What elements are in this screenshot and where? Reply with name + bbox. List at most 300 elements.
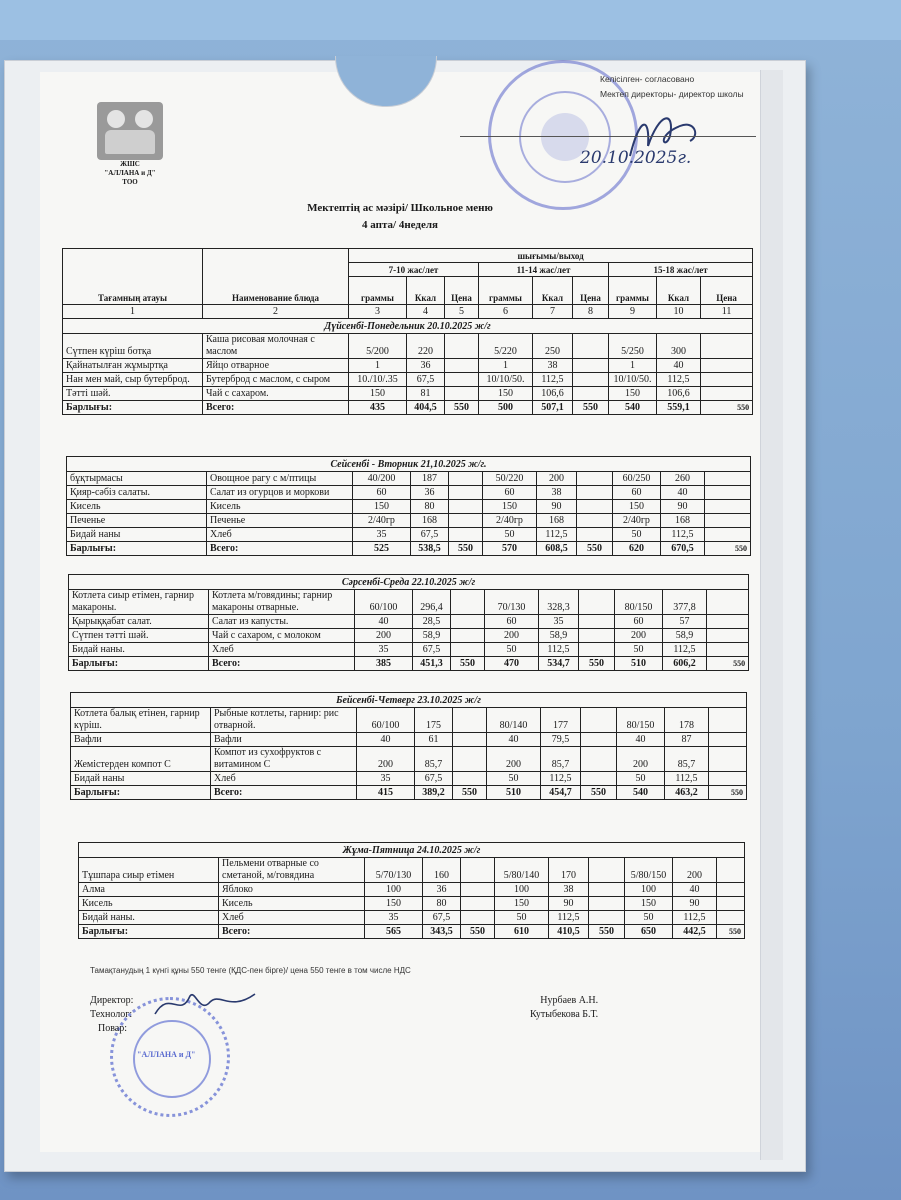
table-cell — [709, 733, 747, 747]
table-cell: 50 — [617, 772, 665, 786]
total-cell: 550 — [577, 542, 613, 556]
dish-name-ru: Бутерброд с маслом, с сыром — [203, 373, 349, 387]
dish-name-kz: Вафли — [71, 733, 211, 747]
table-cell — [701, 334, 753, 359]
table-cell: 61 — [415, 733, 453, 747]
total-label-kz: Барлығы: — [79, 925, 219, 939]
table-row — [63, 334, 753, 359]
table-cell — [451, 629, 485, 643]
table-cell: 200 — [355, 629, 413, 643]
table-cell — [449, 500, 483, 514]
dish-name-kz: Жемістерден компот С — [71, 747, 211, 772]
table-cell: 200 — [485, 629, 539, 643]
table-row — [79, 858, 745, 883]
table-row — [63, 359, 753, 373]
table-cell — [449, 514, 483, 528]
table-cell: 40/200 — [353, 472, 411, 486]
table-row — [71, 772, 747, 786]
table-cell: 60 — [613, 486, 661, 500]
table-cell: 60 — [615, 615, 663, 629]
table-cell: 38 — [549, 883, 589, 897]
table-cell — [577, 500, 613, 514]
table-cell — [577, 528, 613, 542]
menu-title — [40, 200, 760, 234]
table-cell: 328,3 — [539, 590, 579, 615]
dish-name-kz: Котлета балық етінен, гарнир күріш. — [71, 708, 211, 733]
table-cell — [453, 747, 487, 772]
logo-line-3: ТОО — [122, 178, 138, 186]
table-cell — [577, 514, 613, 528]
table-cell — [449, 472, 483, 486]
table-cell: 177 — [541, 708, 581, 733]
header-price: Цена — [445, 277, 479, 305]
total-cell: 550 — [453, 786, 487, 800]
table-cell: 85,7 — [541, 747, 581, 772]
total-cell: 550 — [709, 786, 747, 800]
table-cell: 60/250 — [613, 472, 661, 486]
table-row — [69, 643, 749, 657]
table-cell: 168 — [411, 514, 449, 528]
table-cell: 60/100 — [355, 590, 413, 615]
company-stamp-text: "АЛЛАНА и Д" — [137, 1050, 196, 1059]
table-row — [63, 373, 753, 387]
table-cell: 35 — [365, 911, 423, 925]
table-cell: 200 — [537, 472, 577, 486]
total-cell: 540 — [609, 401, 657, 415]
total-cell: 670,5 — [661, 542, 705, 556]
table-cell: 10/10/50. — [609, 373, 657, 387]
header-price: Цена — [573, 277, 609, 305]
total-cell: 550 — [579, 657, 615, 671]
table-cell: 58,9 — [539, 629, 579, 643]
table-cell — [705, 514, 751, 528]
table-cell: 5/200 — [349, 334, 407, 359]
total-cell: 620 — [613, 542, 661, 556]
table-cell: 10/10/50. — [479, 373, 533, 387]
menu-title-line-2: 4 апта/ 4неделя — [362, 219, 438, 231]
total-cell: 565 — [365, 925, 423, 939]
table-cell — [717, 911, 745, 925]
menu-title-line-1: Мектептің ас мәзірі/ Школьное меню — [307, 202, 493, 214]
total-cell: 550 — [707, 657, 749, 671]
table-cell: 150 — [609, 387, 657, 401]
table-cell — [589, 883, 625, 897]
dish-name-kz: Сүтпен күріш ботқа — [63, 334, 203, 359]
total-row — [67, 542, 751, 556]
table-cell: 87 — [665, 733, 709, 747]
table-cell — [445, 387, 479, 401]
table-cell — [449, 528, 483, 542]
table-cell: 10./10/.35 — [349, 373, 407, 387]
dish-name-ru: Котлета м/говядины; гарнир макароны отварные. — [209, 590, 355, 615]
table-cell: 112,5 — [663, 643, 707, 657]
column-number: 3 — [349, 305, 407, 319]
table-cell: 106,6 — [657, 387, 701, 401]
table-cell: 150 — [613, 500, 661, 514]
table-cell: 2/40гр — [353, 514, 411, 528]
table-cell: 60 — [483, 486, 537, 500]
table-cell: 36 — [407, 359, 445, 373]
table-cell — [707, 615, 749, 629]
table-cell: 40 — [673, 883, 717, 897]
table-cell: 377,8 — [663, 590, 707, 615]
dish-name-kz: Бидай наны. — [69, 643, 209, 657]
dish-name-ru: Салат из огурцов и моркови — [207, 486, 353, 500]
table-cell — [705, 486, 751, 500]
table-cell — [577, 472, 613, 486]
table-cell: 80 — [423, 897, 461, 911]
column-number: 2 — [203, 305, 349, 319]
header-kcal: Ккал — [407, 277, 445, 305]
table-cell: 40 — [487, 733, 541, 747]
table-cell: 5/70/130 — [365, 858, 423, 883]
table-row — [67, 486, 751, 500]
column-number: 9 — [609, 305, 657, 319]
table-cell — [577, 486, 613, 500]
dish-name-ru: Яйцо отварное — [203, 359, 349, 373]
total-cell: 510 — [487, 786, 541, 800]
header-dish-ru: Наименование блюда — [203, 249, 349, 305]
table-row — [79, 897, 745, 911]
header-age-15-18: 15-18 жас/лет — [609, 263, 753, 277]
dish-name-ru: Каша рисовая молочная с маслом — [203, 334, 349, 359]
table-cell: 80/150 — [617, 708, 665, 733]
table-cell — [573, 334, 609, 359]
header-grams: граммы — [349, 277, 407, 305]
table-cell: 1 — [609, 359, 657, 373]
table-cell: 28,5 — [413, 615, 451, 629]
table-cell: 50 — [483, 528, 537, 542]
table-cell — [707, 629, 749, 643]
table-cell: 90 — [537, 500, 577, 514]
table-row — [69, 590, 749, 615]
total-label-kz: Барлығы: — [71, 786, 211, 800]
table-cell: 40 — [657, 359, 701, 373]
logo-line-2: "АЛЛАНА и Д" — [104, 169, 156, 177]
table-cell: 5/250 — [609, 334, 657, 359]
dish-name-kz: Бидай наны — [67, 528, 207, 542]
table-cell — [579, 629, 615, 643]
total-row — [69, 657, 749, 671]
column-number: 11 — [701, 305, 753, 319]
column-number: 1 — [63, 305, 203, 319]
table-cell: 106,6 — [533, 387, 573, 401]
table-cell: 112,5 — [673, 911, 717, 925]
dish-name-ru: Хлеб — [209, 643, 355, 657]
day-title: Сейсенбі - Вторник 21,10.2025 ж/г. — [67, 457, 751, 472]
total-cell: 550 — [705, 542, 751, 556]
table-cell: 200 — [673, 858, 717, 883]
total-cell: 435 — [349, 401, 407, 415]
table-cell: 80/140 — [487, 708, 541, 733]
table-row — [67, 528, 751, 542]
table-cell: 35 — [357, 772, 415, 786]
table-cell: 168 — [537, 514, 577, 528]
table-cell: 5/80/140 — [495, 858, 549, 883]
table-cell: 200 — [487, 747, 541, 772]
dish-name-kz: Нан мен май, сыр бутерброд. — [63, 373, 203, 387]
total-cell: 610 — [495, 925, 549, 939]
table-cell: 50 — [485, 643, 539, 657]
table-cell: 67,5 — [413, 643, 451, 657]
approval-date: 20.10.2025г. — [580, 148, 692, 168]
total-cell: 550 — [717, 925, 745, 939]
table-cell — [461, 911, 495, 925]
signatures-names — [530, 994, 598, 1022]
dish-name-ru: Хлеб — [211, 772, 357, 786]
wall-background — [0, 0, 901, 40]
table-cell — [445, 359, 479, 373]
table-cell — [707, 590, 749, 615]
table-cell — [581, 772, 617, 786]
table-cell — [451, 615, 485, 629]
table-cell — [451, 590, 485, 615]
table-cell — [579, 615, 615, 629]
total-cell: 343,5 — [423, 925, 461, 939]
header-dish-kz: Тағамның атауы — [63, 249, 203, 305]
table-cell: 40 — [357, 733, 415, 747]
dish-name-kz: Котлета сиыр етімен, гарнир макароны. — [69, 590, 209, 615]
total-label-ru: Всего: — [203, 401, 349, 415]
table-cell: 296,4 — [413, 590, 451, 615]
menu-table-wednesday — [68, 574, 749, 671]
table-cell — [451, 643, 485, 657]
table-cell: 300 — [657, 334, 701, 359]
table-row — [71, 708, 747, 733]
total-cell: 404,5 — [407, 401, 445, 415]
total-cell: 389,2 — [415, 786, 453, 800]
dish-name-kz: Кисель — [79, 897, 219, 911]
table-cell: 200 — [617, 747, 665, 772]
dish-name-ru: Чай с сахаром. — [203, 387, 349, 401]
table-cell — [461, 897, 495, 911]
table-cell: 178 — [665, 708, 709, 733]
total-label-ru: Всего: — [209, 657, 355, 671]
table-cell — [579, 590, 615, 615]
table-cell: 112,5 — [539, 643, 579, 657]
table-cell: 100 — [365, 883, 423, 897]
director-name: Нурбаев А.Н. — [540, 995, 599, 1006]
table-cell: 1 — [479, 359, 533, 373]
table-cell — [589, 858, 625, 883]
table-row — [67, 472, 751, 486]
table-row — [71, 733, 747, 747]
signatures-labels — [90, 994, 133, 1036]
table-cell: 90 — [661, 500, 705, 514]
table-cell: 79,5 — [541, 733, 581, 747]
approval-line-2: Мектеп директоры- директор школы — [600, 89, 744, 99]
total-cell: 550 — [449, 542, 483, 556]
total-cell: 500 — [479, 401, 533, 415]
total-cell: 463,2 — [665, 786, 709, 800]
table-cell: 150 — [353, 500, 411, 514]
dish-name-kz: Сүтпен тәтті шәй. — [69, 629, 209, 643]
cook-label: Повар: — [98, 1023, 128, 1034]
table-cell: 168 — [661, 514, 705, 528]
total-label-kz: Барлығы: — [67, 542, 207, 556]
table-cell: 90 — [549, 897, 589, 911]
total-cell: 454,7 — [541, 786, 581, 800]
table-cell: 112,5 — [549, 911, 589, 925]
table-cell — [453, 708, 487, 733]
table-cell: 150 — [495, 897, 549, 911]
table-cell — [573, 373, 609, 387]
total-cell: 385 — [355, 657, 413, 671]
total-cell: 410,5 — [549, 925, 589, 939]
table-cell — [445, 373, 479, 387]
day-title: Жұма-Пятница 24.10.2025 ж/г — [79, 843, 745, 858]
table-cell: 58,9 — [663, 629, 707, 643]
total-cell: 550 — [461, 925, 495, 939]
table-cell: 170 — [549, 858, 589, 883]
table-cell: 5/220 — [479, 334, 533, 359]
header-age-11-14: 11-14 жас/лет — [479, 263, 609, 277]
table-row — [71, 747, 747, 772]
dish-name-kz: Қайнатылған жұмыртқа — [63, 359, 203, 373]
table-cell: 50 — [487, 772, 541, 786]
day-title: Бейсенбі-Четверг 23.10.2025 ж/г — [71, 693, 747, 708]
total-cell: 507,1 — [533, 401, 573, 415]
header-output: шығымы/выход — [349, 249, 753, 263]
total-row — [79, 925, 745, 939]
total-cell: 550 — [581, 786, 617, 800]
total-cell: 550 — [451, 657, 485, 671]
dish-name-ru: Вафли — [211, 733, 357, 747]
table-row — [69, 615, 749, 629]
table-cell — [589, 911, 625, 925]
table-cell: 150 — [349, 387, 407, 401]
table-cell: 40 — [355, 615, 413, 629]
table-cell: 35 — [355, 643, 413, 657]
table-cell: 70/130 — [485, 590, 539, 615]
table-cell: 5/80/150 — [625, 858, 673, 883]
total-cell: 606,2 — [663, 657, 707, 671]
table-cell — [705, 472, 751, 486]
dish-name-kz: Қияр-сәбіз салаты. — [67, 486, 207, 500]
table-cell: 81 — [407, 387, 445, 401]
dish-name-ru: Компот из сухофруктов с витамином С — [211, 747, 357, 772]
total-row — [71, 786, 747, 800]
table-cell — [705, 500, 751, 514]
table-cell: 58,9 — [413, 629, 451, 643]
total-label-ru: Всего: — [207, 542, 353, 556]
header-kcal: Ккал — [533, 277, 573, 305]
total-cell: 442,5 — [673, 925, 717, 939]
table-cell — [701, 387, 753, 401]
dish-name-ru: Хлеб — [207, 528, 353, 542]
total-row — [63, 401, 753, 415]
table-cell — [573, 359, 609, 373]
table-cell — [453, 772, 487, 786]
table-cell — [701, 359, 753, 373]
table-cell: 80 — [411, 500, 449, 514]
total-label-kz: Барлығы: — [69, 657, 209, 671]
table-cell — [461, 858, 495, 883]
dish-name-ru: Пельмени отварные со сметаной, м/говядина — [219, 858, 365, 883]
dish-name-kz: Кисель — [67, 500, 207, 514]
dish-name-ru: Салат из капусты. — [209, 615, 355, 629]
table-cell — [717, 858, 745, 883]
column-number: 7 — [533, 305, 573, 319]
table-cell — [581, 733, 617, 747]
table-cell: 260 — [661, 472, 705, 486]
table-cell — [717, 883, 745, 897]
table-cell: 200 — [357, 747, 415, 772]
dish-name-kz: Алма — [79, 883, 219, 897]
table-cell: 150 — [483, 500, 537, 514]
director-signature-bottom-icon — [150, 984, 260, 1024]
dish-name-ru: Хлеб — [219, 911, 365, 925]
menu-sheet — [40, 72, 760, 1152]
column-number: 10 — [657, 305, 701, 319]
price-note: Тамақтанудың 1 күнгі құны 550 тенге (ҚДС-пен бірге)/ цена 550 тенге в том числе НДС — [90, 966, 411, 975]
approval-block — [600, 72, 780, 102]
table-cell — [701, 373, 753, 387]
total-cell: 650 — [625, 925, 673, 939]
total-label-ru: Всего: — [211, 786, 357, 800]
column-number: 8 — [573, 305, 609, 319]
menu-table-friday — [78, 842, 745, 939]
table-cell: 112,5 — [661, 528, 705, 542]
director-label: Директор: — [90, 995, 134, 1006]
menu-table-monday — [62, 248, 753, 415]
header-age-7-10: 7-10 жас/лет — [349, 263, 479, 277]
total-label-kz: Барлығы: — [63, 401, 203, 415]
dish-name-kz: Тәтті шәй. — [63, 387, 203, 401]
table-cell — [589, 897, 625, 911]
table-cell — [709, 772, 747, 786]
table-cell: 112,5 — [537, 528, 577, 542]
table-cell — [449, 486, 483, 500]
dish-name-kz: бұқтырмасы — [67, 472, 207, 486]
table-row — [63, 387, 753, 401]
table-cell: 150 — [365, 897, 423, 911]
total-cell: 451,3 — [413, 657, 451, 671]
table-cell: 175 — [415, 708, 453, 733]
table-cell: 112,5 — [657, 373, 701, 387]
menu-table-tuesday — [66, 456, 751, 556]
header-grams: граммы — [609, 277, 657, 305]
day-title: Дүйсенбі-Понедельник 20.10.2025 ж/г — [63, 319, 753, 334]
table-cell — [581, 708, 617, 733]
table-cell: 35 — [539, 615, 579, 629]
dish-name-kz: Қырыққабат салат. — [69, 615, 209, 629]
table-cell: 50 — [615, 643, 663, 657]
total-cell: 608,5 — [537, 542, 577, 556]
total-cell: 550 — [701, 401, 753, 415]
dish-name-ru: Яблоко — [219, 883, 365, 897]
dish-name-ru: Кисель — [219, 897, 365, 911]
table-cell: 36 — [411, 486, 449, 500]
table-cell: 150 — [625, 897, 673, 911]
table-cell: 67,5 — [411, 528, 449, 542]
column-number: 4 — [407, 305, 445, 319]
total-cell: 510 — [615, 657, 663, 671]
table-cell: 57 — [663, 615, 707, 629]
table-row — [69, 629, 749, 643]
table-cell: 36 — [423, 883, 461, 897]
logo-line-1: ЖШС — [120, 160, 140, 168]
total-label-ru: Всего: — [219, 925, 365, 939]
dish-name-ru: Кисель — [207, 500, 353, 514]
table-cell: 220 — [407, 334, 445, 359]
table-cell: 2/40гр — [613, 514, 661, 528]
total-cell: 550 — [445, 401, 479, 415]
total-cell: 470 — [485, 657, 539, 671]
table-cell: 187 — [411, 472, 449, 486]
total-cell: 525 — [353, 542, 411, 556]
table-cell: 80/150 — [615, 590, 663, 615]
